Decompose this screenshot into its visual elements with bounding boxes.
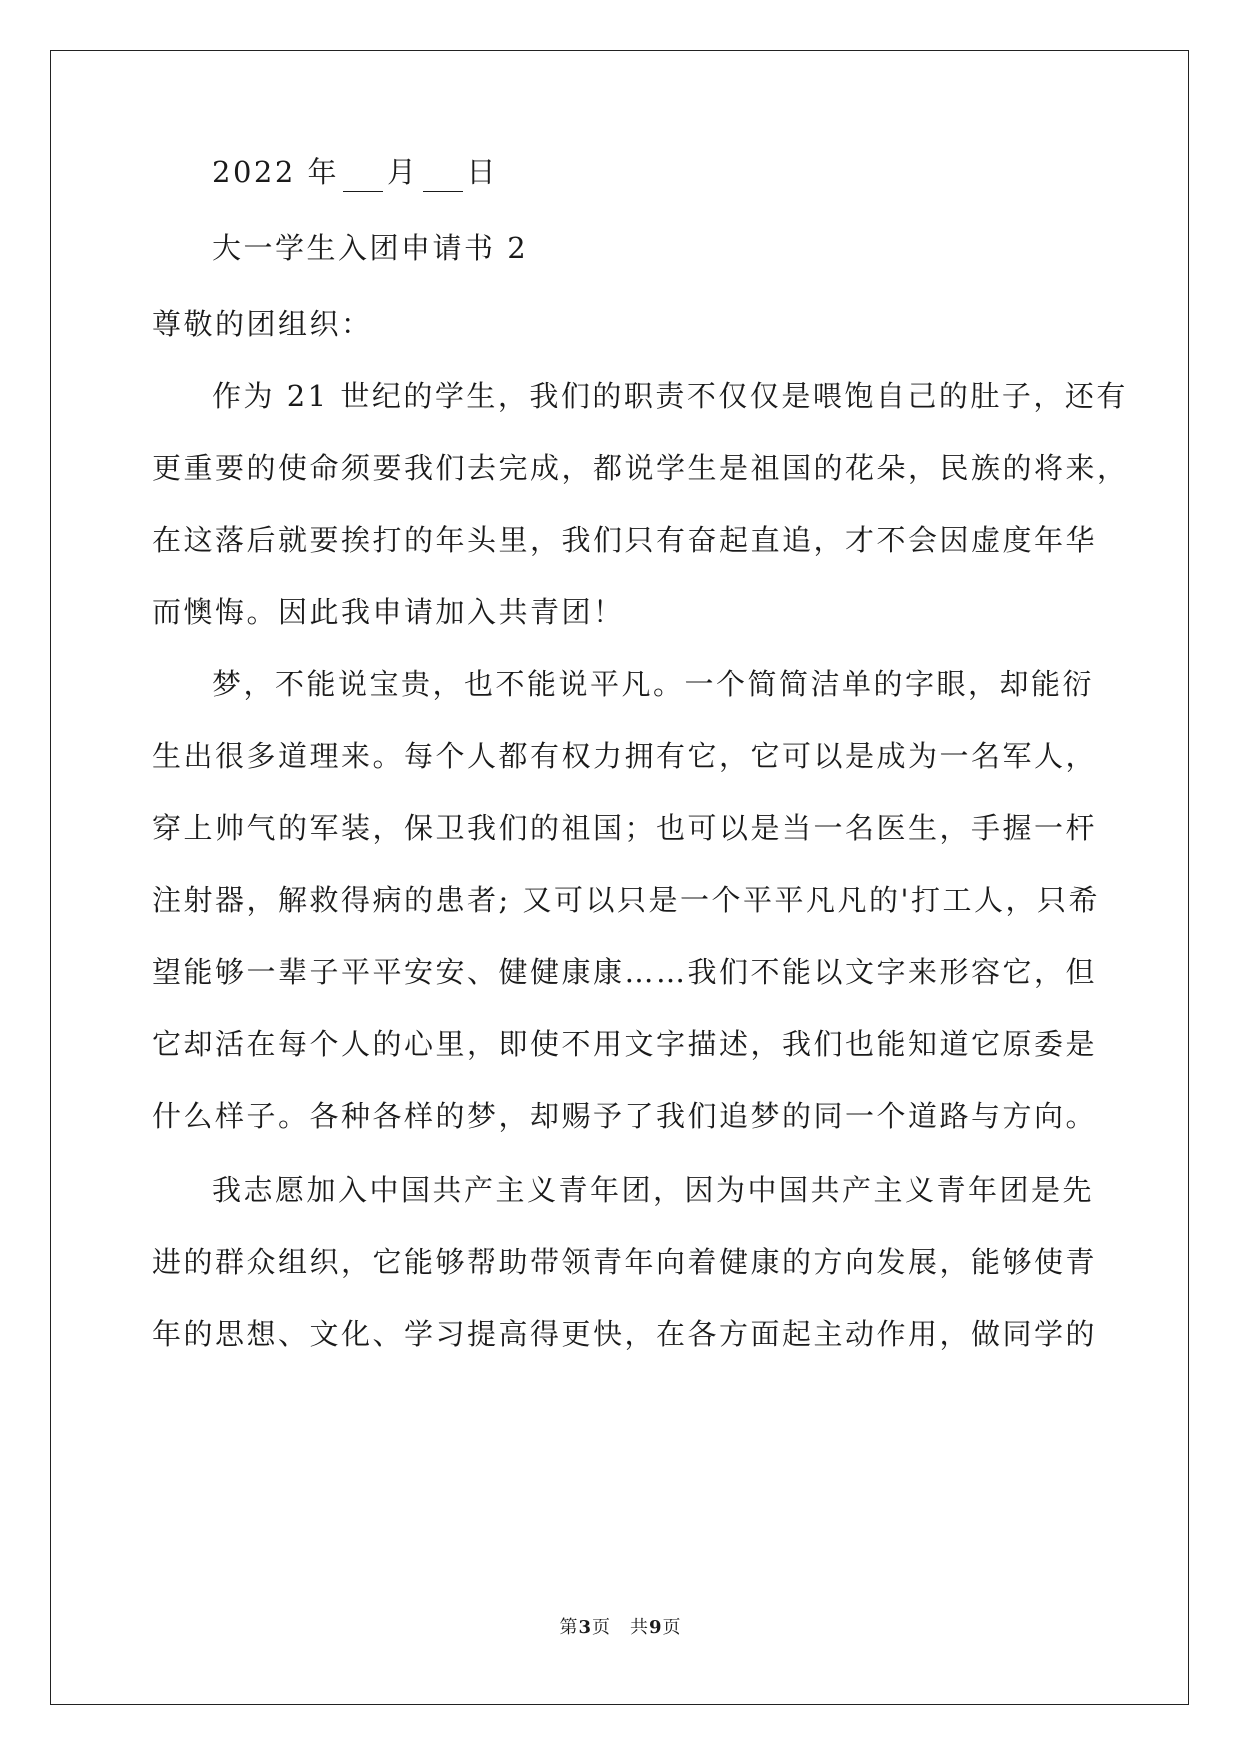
- page-number: [0, 1616, 1241, 1640]
- paragraph-line: 进的群众组织，它能够帮助带领青年向着健康的方向发展，能够使青: [152, 1245, 1098, 1279]
- paragraph-line: 穿上帅气的军装，保卫我们的祖国；也可以是当一名医生，手握一杆: [152, 811, 1098, 845]
- paragraph-line: 更重要的使命须要我们去完成，都说学生是祖国的花朵，民族的将来，: [152, 451, 1129, 485]
- document-title: 大一学生入团申请书 2: [212, 231, 529, 265]
- paragraph-line: 梦，不能说宝贵，也不能说平凡。一个简简洁单的字眼，却能衍: [212, 667, 1095, 701]
- date-month: 月: [387, 155, 419, 189]
- salutation: 尊敬的团组织：: [152, 307, 373, 341]
- paragraph-line: 生出很多道理来。每个人都有权力拥有它，它可以是成为一名军人，: [152, 739, 1098, 773]
- paragraph-line: 年的思想、文化、学习提高得更快，在各方面起主动作用，做同学的: [152, 1317, 1098, 1351]
- current-page: 3: [578, 1617, 592, 1638]
- paragraph-line: 作为 21 世纪的学生，我们的职责不仅仅是喂饱自己的肚子，还有: [212, 379, 1128, 413]
- paragraph-line: 它却活在每个人的心里，即使不用文字描述，我们也能知道它原委是: [152, 1027, 1098, 1061]
- date-year: 2022 年: [212, 155, 340, 189]
- page-mid: 页 共: [592, 1617, 649, 1638]
- page-suffix: 页: [662, 1617, 682, 1638]
- paragraph-line: 注射器，解救得病的患者; 又可以只是一个平平凡凡的'打工人，只希: [152, 883, 1100, 917]
- page-prefix: 第: [559, 1617, 579, 1638]
- paragraph-line: 而懊悔。因此我申请加入共青团！: [152, 595, 625, 629]
- month-blank: [343, 161, 383, 192]
- paragraph-line: 我志愿加入中国共产主义青年团，因为中国共产主义青年团是先: [212, 1173, 1095, 1207]
- date-day: 日: [466, 155, 499, 189]
- date-line: [152, 152, 1092, 192]
- paragraph-line: 在这落后就要挨打的年头里，我们只有奋起直追，才不会因虚度年华: [152, 523, 1098, 557]
- paragraph-line: 望能够一辈子平平安安、健健康康……我们不能以文字来形容它，但: [152, 955, 1098, 989]
- paragraph-line: 什么样子。各种各样的梦，却赐予了我们追梦的同一个道路与方向。: [152, 1099, 1098, 1133]
- total-pages: 9: [649, 1617, 663, 1638]
- day-blank: [423, 161, 463, 192]
- page-border: [50, 50, 1189, 1705]
